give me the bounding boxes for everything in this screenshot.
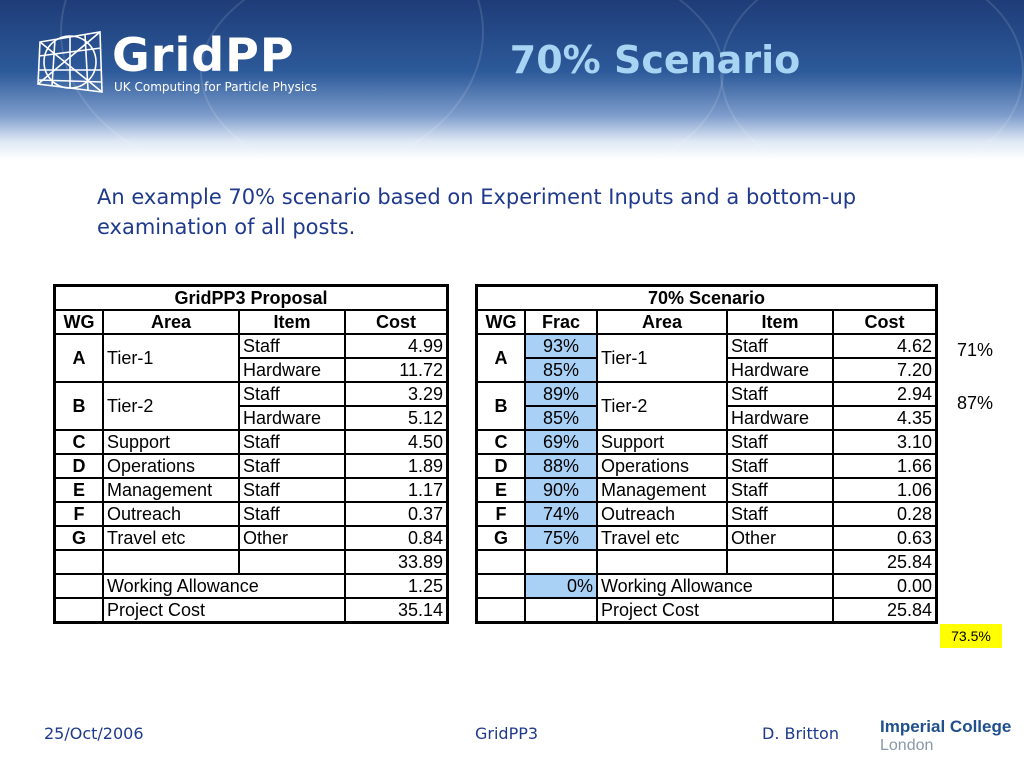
cost-cell: 4.99 — [345, 334, 448, 358]
frac-cell: 85% — [525, 358, 597, 382]
cost-cell: 4.62 — [833, 334, 937, 358]
table-row — [477, 334, 937, 358]
project-cost-label: Project Cost — [597, 598, 833, 623]
cost-cell: 4.35 — [833, 406, 937, 430]
wg-cell: B — [55, 382, 104, 430]
area-cell: Tier-1 — [103, 334, 239, 382]
item-cell: Staff — [727, 382, 833, 406]
table-row — [477, 430, 937, 454]
area-cell: Outreach — [597, 502, 727, 526]
empty-cell — [55, 574, 104, 598]
project-cost-label: Project Cost — [103, 598, 345, 623]
frac-cell: 69% — [525, 430, 597, 454]
tier1-percentage: 71% — [957, 340, 994, 360]
wg-cell: G — [55, 526, 104, 550]
table-title: GridPP3 Proposal — [55, 286, 448, 311]
table-row — [55, 502, 448, 526]
column-header: Cost — [833, 310, 937, 334]
subtotal-cell: 25.84 — [833, 550, 937, 574]
item-cell: Hardware — [727, 406, 833, 430]
tier2-percentage: 87% — [957, 393, 994, 413]
cost-cell: 4.50 — [345, 430, 448, 454]
area-cell: Tier-2 — [597, 382, 727, 430]
cost-cell: 11.72 — [345, 358, 448, 382]
frac-cell: 93% — [525, 334, 597, 358]
item-cell: Staff — [727, 430, 833, 454]
empty-cell — [55, 598, 104, 623]
project-cost-row — [477, 598, 937, 623]
empty-cell — [477, 574, 526, 598]
cost-cell: 0.63 — [833, 526, 937, 550]
working-allowance-row — [55, 574, 448, 598]
cost-cell: 7.20 — [833, 358, 937, 382]
empty-cell — [727, 550, 833, 574]
item-cell: Staff — [239, 478, 345, 502]
cost-cell: 1.17 — [345, 478, 448, 502]
wg-cell: G — [477, 526, 526, 550]
wg-cell: F — [55, 502, 104, 526]
subtotal-row — [55, 550, 448, 574]
item-cell: Staff — [727, 502, 833, 526]
imperial-college-logo: Imperial College — [880, 717, 1012, 736]
footer-date: 25/Oct/2006 — [44, 724, 144, 743]
wg-cell: E — [55, 478, 104, 502]
table-row — [477, 502, 937, 526]
area-cell: Tier-1 — [597, 334, 727, 382]
subtotal-cell: 33.89 — [345, 550, 448, 574]
working-allowance-cost: 1.25 — [345, 574, 448, 598]
cost-cell: 2.94 — [833, 382, 937, 406]
item-cell: Staff — [727, 478, 833, 502]
wg-cell: D — [477, 454, 526, 478]
cost-cell: 0.37 — [345, 502, 448, 526]
frac-cell: 74% — [525, 502, 597, 526]
footer-author: D. Britton — [762, 724, 839, 743]
project-cost-value: 35.14 — [345, 598, 448, 623]
working-allowance-label: Working Allowance — [597, 574, 833, 598]
column-header: WG — [55, 310, 104, 334]
empty-cell — [525, 598, 597, 623]
empty-cell — [477, 550, 526, 574]
cost-cell: 0.28 — [833, 502, 937, 526]
wg-cell: D — [55, 454, 104, 478]
item-cell: Staff — [727, 334, 833, 358]
working-allowance-row — [477, 574, 937, 598]
empty-cell — [103, 550, 239, 574]
area-cell: Management — [103, 478, 239, 502]
item-cell: Staff — [239, 430, 345, 454]
area-cell: Management — [597, 478, 727, 502]
slide-title: 70% Scenario — [509, 38, 801, 82]
proposal-table — [53, 284, 449, 624]
empty-cell — [525, 550, 597, 574]
column-header: Area — [103, 310, 239, 334]
wg-cell: C — [477, 430, 526, 454]
cost-cell: 0.84 — [345, 526, 448, 550]
subtotal-row — [477, 550, 937, 574]
logo-subtitle: UK Computing for Particle Physics — [114, 80, 318, 94]
project-cost-row — [55, 598, 448, 623]
frac-cell: 90% — [525, 478, 597, 502]
frac-cell: 88% — [525, 454, 597, 478]
empty-cell — [239, 550, 345, 574]
gridpp-globe-icon — [30, 22, 110, 104]
wg-cell: A — [55, 334, 104, 382]
cost-cell: 3.10 — [833, 430, 937, 454]
column-header: Frac — [525, 310, 597, 334]
column-header: Cost — [345, 310, 448, 334]
wg-cell: B — [477, 382, 526, 430]
frac-cell: 89% — [525, 382, 597, 406]
column-header: Item — [239, 310, 345, 334]
table-row — [55, 526, 448, 550]
frac-cell: 75% — [525, 526, 597, 550]
column-header: Item — [727, 310, 833, 334]
item-cell: Hardware — [727, 358, 833, 382]
scenario-table — [475, 284, 938, 624]
logo-text: GridPP — [112, 28, 295, 82]
project-cost-value: 25.84 — [833, 598, 937, 623]
frac-cell: 0% — [525, 574, 597, 598]
item-cell: Staff — [239, 334, 345, 358]
area-cell: Support — [103, 430, 239, 454]
empty-cell — [477, 598, 526, 623]
working-allowance-label: Working Allowance — [103, 574, 345, 598]
table-row — [477, 454, 937, 478]
item-cell: Hardware — [239, 406, 345, 430]
table-row — [55, 382, 448, 406]
wg-cell: F — [477, 502, 526, 526]
table-row — [55, 478, 448, 502]
area-cell: Travel etc — [103, 526, 239, 550]
area-cell: Support — [597, 430, 727, 454]
intro-text: An example 70% scenario based on Experiment Inputs and a bottom-up examination of all posts. — [97, 185, 857, 239]
table-row — [55, 430, 448, 454]
area-cell: Travel etc — [597, 526, 727, 550]
wg-cell: E — [477, 478, 526, 502]
item-cell: Staff — [239, 382, 345, 406]
item-cell: Staff — [239, 454, 345, 478]
area-cell: Tier-2 — [103, 382, 239, 430]
table-row — [477, 478, 937, 502]
table-title: 70% Scenario — [477, 286, 937, 311]
column-header: WG — [477, 310, 526, 334]
wg-cell: C — [55, 430, 104, 454]
empty-cell — [597, 550, 727, 574]
cost-cell: 3.29 — [345, 382, 448, 406]
footer-center: GridPP3 — [475, 724, 539, 743]
cost-cell: 1.89 — [345, 454, 448, 478]
area-cell: Operations — [103, 454, 239, 478]
empty-cell — [55, 550, 104, 574]
item-cell: Staff — [727, 454, 833, 478]
table-row — [477, 382, 937, 406]
area-cell: Outreach — [103, 502, 239, 526]
area-cell: Operations — [597, 454, 727, 478]
frac-cell: 85% — [525, 406, 597, 430]
item-cell: Hardware — [239, 358, 345, 382]
item-cell: Staff — [239, 502, 345, 526]
item-cell: Other — [239, 526, 345, 550]
working-allowance-cost: 0.00 — [833, 574, 937, 598]
item-cell: Other — [727, 526, 833, 550]
cost-cell: 1.66 — [833, 454, 937, 478]
table-row — [55, 454, 448, 478]
slide-header — [0, 0, 1024, 160]
overall-percentage-badge: 73.5% — [940, 624, 1002, 648]
imperial-college-logo-city: London — [880, 737, 934, 754]
table-row — [55, 334, 448, 358]
table-row — [477, 526, 937, 550]
column-header: Area — [597, 310, 727, 334]
cost-cell: 1.06 — [833, 478, 937, 502]
cost-cell: 5.12 — [345, 406, 448, 430]
wg-cell: A — [477, 334, 526, 382]
